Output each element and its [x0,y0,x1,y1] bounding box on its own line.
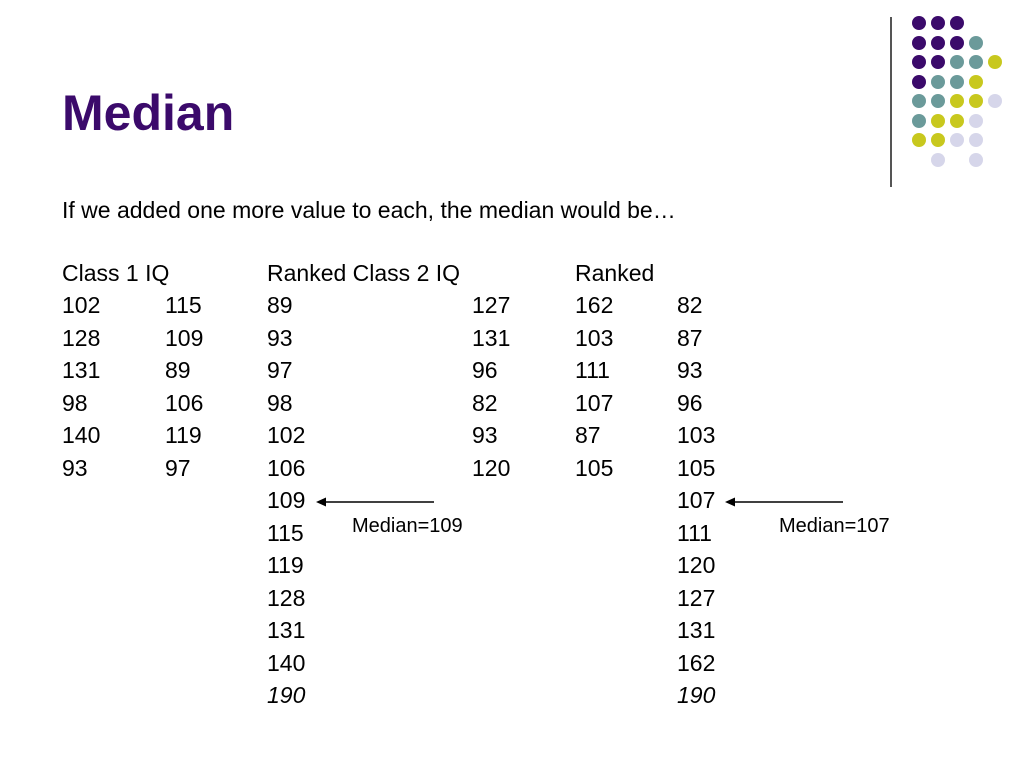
value-cell: 106 [165,389,204,416]
column-class1-first [62,291,100,486]
value-cell: 140 [62,422,101,448]
column-class2-first [472,291,510,486]
decorative-dot [988,55,1002,69]
decorative-dot [931,16,945,30]
value-cell: 131 [677,617,716,643]
median1-label: Median=109 [352,515,463,537]
decorative-divider [890,17,892,187]
value-cell: 96 [472,357,498,383]
decorative-dot [950,94,964,108]
value-cell: 127 [472,292,511,318]
decorative-dot [912,133,926,147]
decorative-dot [912,36,926,50]
value-cell: 190 [677,682,716,708]
value-cell: 102 [62,292,101,318]
value-cell: 131 [62,357,101,383]
decorative-dot [912,55,926,69]
value-cell: 115 [165,292,202,318]
value-cell: 105 [575,454,614,481]
decorative-dot [988,94,1002,108]
value-cell: 111 [575,357,610,383]
value-cell: 120 [677,552,716,578]
value-cell: 93 [677,357,703,383]
value-cell: 162 [677,649,716,676]
decorative-dot [950,36,964,50]
decorative-dot [931,133,945,147]
decorative-dot [931,36,945,50]
value-cell: 119 [267,552,304,578]
decorative-dot [969,75,983,89]
decorative-dot [912,114,926,128]
median2-label: Median=107 [779,515,890,537]
decorative-dot [931,94,945,108]
decorative-dot [912,94,926,108]
decorative-dot [969,36,983,50]
header-ranked-2: Ranked [575,260,655,286]
value-cell: 97 [165,454,191,481]
slide-intro-text: If we added one more value to each, the median would be… [62,197,676,223]
decorative-dot [950,133,964,147]
decorative-dot [931,153,945,167]
value-cell: 107 [575,389,614,416]
decorative-dot [931,114,945,128]
value-cell: 97 [267,357,293,383]
value-cell: 89 [165,357,191,383]
value-cell: 87 [677,324,703,351]
value-cell: 162 [575,292,614,318]
value-cell: 98 [267,389,293,416]
value-cell: 106 [267,454,306,481]
value-cell: 96 [677,389,703,416]
value-cell: 98 [62,389,88,416]
value-cell: 131 [267,617,306,643]
decorative-dot [912,16,926,30]
value-cell: 127 [677,584,716,611]
value-cell: 93 [267,324,293,351]
decorative-dot [969,133,983,147]
value-cell: 190 [267,682,306,708]
decorative-dot [931,75,945,89]
median1-arrow [314,494,439,510]
value-cell: 103 [677,422,716,448]
decorative-dot [969,114,983,128]
value-cell: 93 [62,454,88,481]
value-cell: 140 [267,649,306,676]
value-cell: 109 [267,487,306,513]
value-cell: 82 [677,292,703,318]
decorative-dot [950,75,964,89]
value-cell: 105 [677,454,716,481]
column-class2-second [575,291,613,486]
value-cell: 131 [472,324,511,351]
decorative-dot [969,153,983,167]
decorative-dot [969,94,983,108]
value-cell: 120 [472,454,511,481]
value-cell: 128 [267,584,306,611]
decorative-dot [912,75,926,89]
column-class1-second [165,291,203,486]
value-cell: 107 [677,487,716,513]
value-cell: 119 [165,422,202,448]
value-cell: 87 [575,422,601,448]
decorative-dot [950,55,964,69]
decorative-dot [969,55,983,69]
header-ranked-class2-iq: Ranked Class 2 IQ [267,260,461,286]
value-cell: 115 [267,519,304,546]
median2-arrow [723,494,848,510]
decorative-dot [950,16,964,30]
value-cell: 102 [267,422,306,448]
value-cell: 93 [472,422,498,448]
value-cell: 109 [165,324,204,351]
value-cell: 103 [575,324,614,351]
column-ranked-class1 [267,291,305,714]
decorative-dot [950,114,964,128]
header-class1-iq: Class 1 IQ [62,260,170,286]
value-cell: 89 [267,292,293,318]
value-cell: 128 [62,324,101,351]
slide-title: Median [62,85,235,141]
decorative-dot [931,55,945,69]
value-cell: 82 [472,389,498,416]
column-ranked-class2 [677,291,715,714]
value-cell: 111 [677,519,712,546]
